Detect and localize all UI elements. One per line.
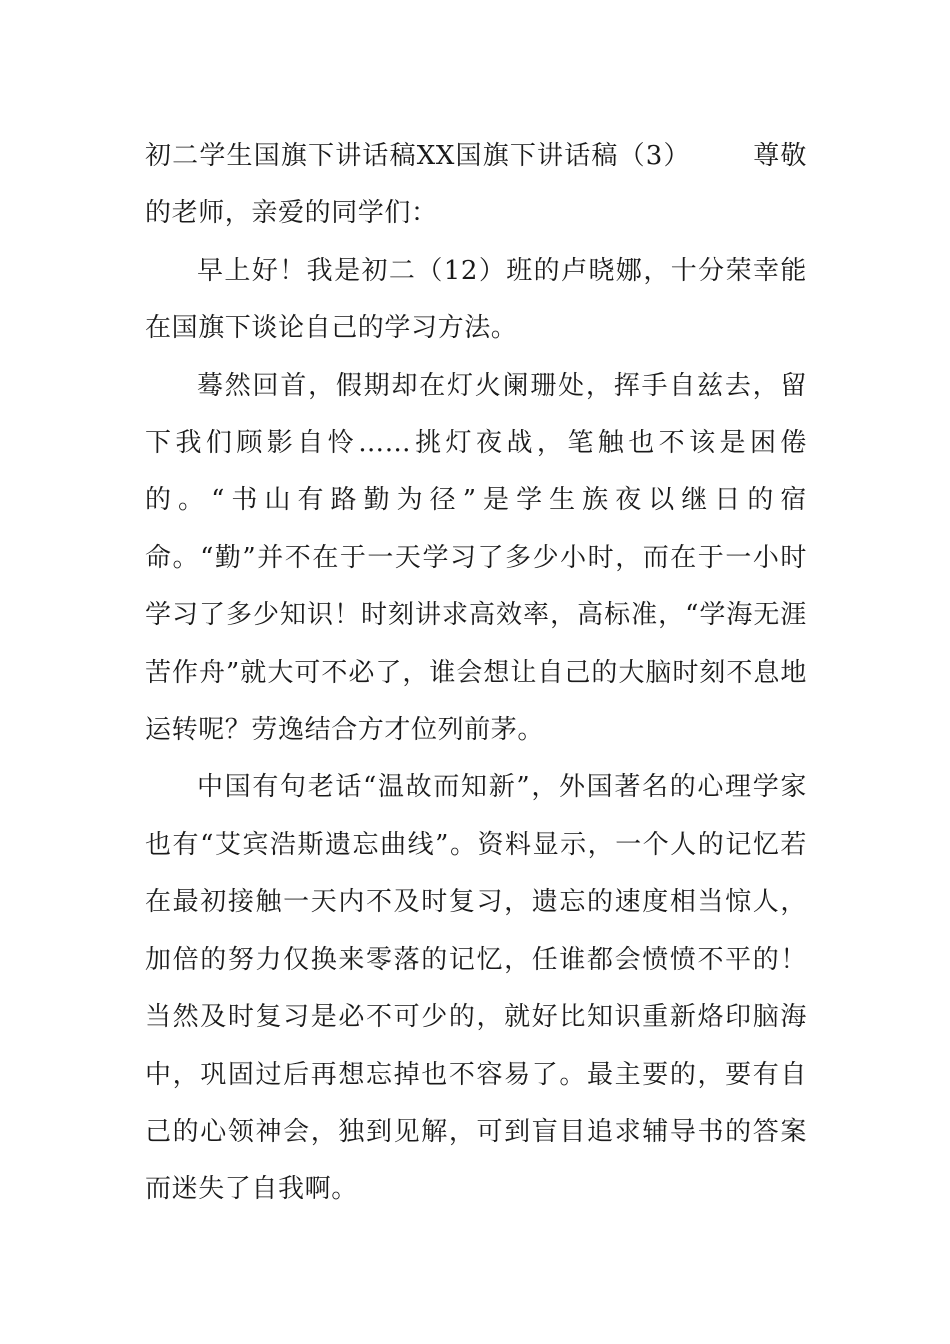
salutation: 尊敬的老师，亲爱的同学们： <box>145 141 807 229</box>
paragraph-2: 蓦然回首，假期却在灯火阑珊处，挥手自兹去，留下我们顾影自怜……挑灯夜战，笔触也不该是困倦的。“书山有路勤为径”是学生族夜以继日的宿命。“勤”并不在于一天学习了多少小时，而在于一小时学习了多少知识！时刻讲求高效率，高标准，“学海无涯苦作舟”就大可不必了，谁会想让自己的大脑时刻不息地运转呢？劳逸结合方才位列前茅。 <box>145 370 807 746</box>
paragraph-1: 早上好！我是初二（12）班的卢晓娜，十分荣幸能在国旗下谈论自己的学习方法。 <box>145 255 807 344</box>
document-title: 初二学生国旗下讲话稿XX国旗下讲话稿（3） <box>145 141 691 171</box>
title-line <box>145 128 807 243</box>
document-body <box>145 128 807 1219</box>
paragraph-3: 中国有句老话“温故而知新”，外国著名的心理学家也有“艾宾浩斯遗忘曲线”。资料显示，一个人的记忆若在最初接触一天内不及时复习，遗忘的速度相当惊人，加倍的努力仅换来零落的记忆，任谁都会愤愤不平的！当然及时复习是必不可少的，就好比知识重新烙印脑海中，巩固过后再想忘掉也不容易了。最主要的，要有自己的心领神会，独到见解，可到盲目追求辅导书的答案而迷失了自我啊。 <box>145 772 807 1205</box>
